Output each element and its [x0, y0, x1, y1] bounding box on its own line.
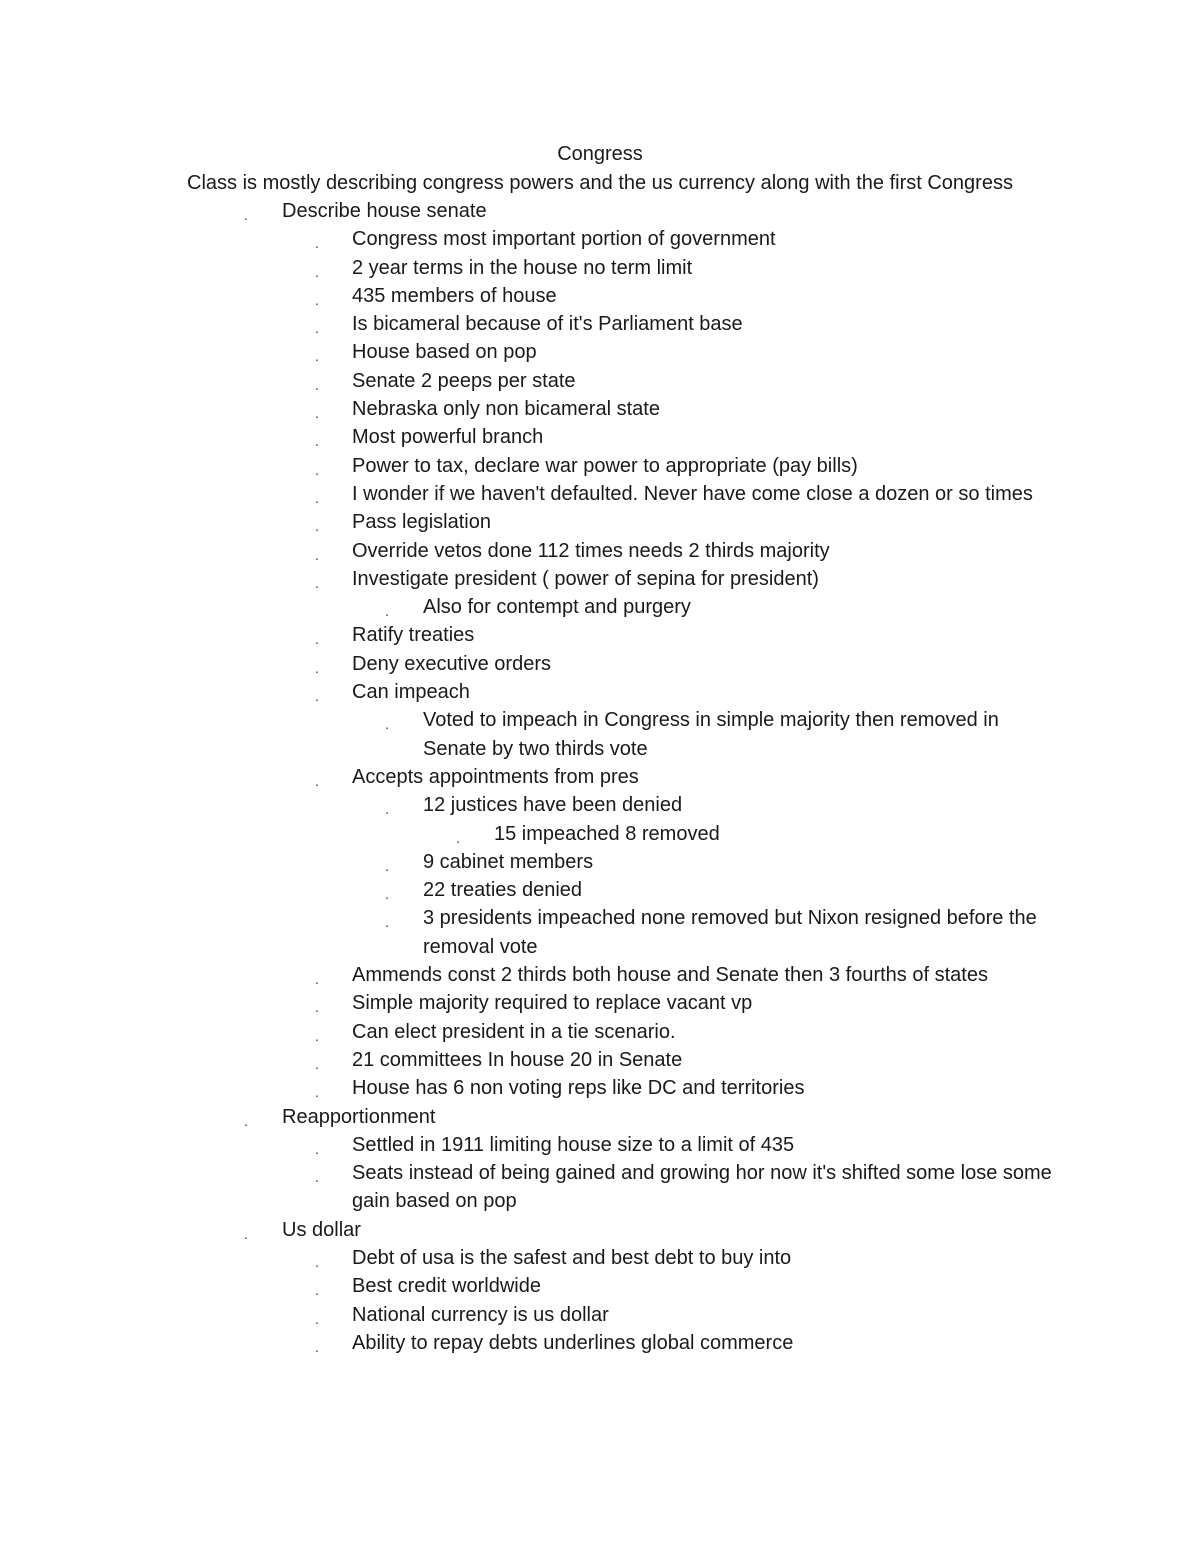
outline-item-level-3	[0, 904, 1200, 961]
outline-item-text: Nebraska only non bicameral state	[352, 398, 660, 421]
bullet-marker: .	[315, 1338, 319, 1355]
bullet-marker: .	[315, 263, 319, 280]
outline-item-text: 3 presidents impeached none removed but Nixon resigned before the removal vote	[423, 907, 1037, 958]
outline-item-text: Simple majority required to replace vacant vp	[352, 992, 753, 1015]
bullet-marker: .	[315, 1282, 319, 1299]
bullet-marker: .	[315, 518, 319, 535]
outline-item-level-3	[0, 593, 1200, 621]
outline-item-level-2	[0, 1159, 1200, 1216]
bullet-marker: .	[315, 405, 319, 422]
outline-item-text: Ability to repay debts underlines global commerce	[352, 1331, 794, 1354]
outline-item-text: National currency is us dollar	[352, 1303, 609, 1326]
outline-item-text: 435 members of house	[352, 284, 557, 307]
outline-item-level-3	[0, 848, 1200, 876]
outline-item-text: House based on pop	[352, 341, 537, 364]
bullet-marker: .	[315, 1027, 319, 1044]
bullet-marker: .	[315, 1310, 319, 1327]
outline-item-level-2	[0, 1131, 1200, 1159]
outline-item-level-2	[0, 678, 1200, 706]
outline-item-level-1	[0, 197, 1200, 225]
bullet-marker: .	[315, 235, 319, 252]
bullet-marker: .	[315, 1140, 319, 1157]
outline-item-level-2	[0, 565, 1200, 593]
outline-item-level-2	[0, 1272, 1200, 1300]
bullet-marker: .	[315, 348, 319, 365]
outline-item-level-3	[0, 791, 1200, 819]
bullet-marker: .	[385, 603, 389, 620]
outline-item-text: Reapportionment	[282, 1105, 436, 1128]
outline-item-level-1	[0, 1103, 1200, 1131]
bullet-marker: .	[315, 688, 319, 705]
outline-item-level-2	[0, 961, 1200, 989]
outline-item-text: 15 impeached 8 removed	[494, 822, 720, 845]
outline-item-text: Seats instead of being gained and growing hor now it's shifted some lose some gain based on pop	[352, 1162, 1052, 1213]
bullet-marker: .	[315, 376, 319, 393]
bullet-marker: .	[315, 659, 319, 676]
outline-item-level-2	[0, 367, 1200, 395]
outline-item-text: Ratify treaties	[352, 624, 475, 647]
outline-item-text: 2 year terms in the house no term limit	[352, 256, 693, 279]
outline-item-text: Ammends const 2 thirds both house and Senate then 3 fourths of states	[352, 964, 988, 987]
outline-item-level-2	[0, 423, 1200, 451]
outline-item-text: 22 treaties denied	[423, 879, 583, 902]
bullet-marker: .	[315, 971, 319, 988]
bullet-marker: .	[244, 1112, 248, 1129]
bullet-marker: .	[315, 1253, 319, 1270]
bullet-marker: .	[315, 489, 319, 506]
outline-item-level-2	[0, 1329, 1200, 1357]
outline-item-text: Deny executive orders	[352, 652, 551, 675]
outline-item-level-2	[0, 537, 1200, 565]
outline-item-level-2	[0, 508, 1200, 536]
outline-item-level-2	[0, 225, 1200, 253]
outline-item-text: Best credit worldwide	[352, 1275, 541, 1298]
outline-item-text: Is bicameral because of it's Parliament base	[352, 313, 743, 336]
bullet-marker: .	[385, 857, 389, 874]
outline-item-level-2	[0, 1074, 1200, 1102]
outline-item-text: 21 committees In house 20 in Senate	[352, 1048, 683, 1071]
bullet-marker: .	[315, 320, 319, 337]
outline-item-level-2	[0, 282, 1200, 310]
outline-item-level-4	[0, 820, 1200, 848]
bullet-marker: .	[315, 772, 319, 789]
outline-item-text: Describe house senate	[282, 200, 487, 222]
outline-item-text: Can elect president in a tie scenario.	[352, 1020, 676, 1043]
page-title: Congress	[557, 143, 643, 165]
bullet-marker: .	[315, 291, 319, 308]
bullet-marker: .	[456, 829, 460, 846]
bullet-marker: .	[315, 1084, 319, 1101]
outline-item-level-2	[0, 480, 1200, 508]
outline-item-text: Settled in 1911 limiting house size to a limit of 435	[352, 1133, 795, 1156]
outline-item-text: Us dollar	[282, 1218, 361, 1241]
outline-item-level-3	[0, 876, 1200, 904]
outline-item-level-2	[0, 1244, 1200, 1272]
outline-item-level-2	[0, 621, 1200, 649]
bullet-marker: .	[315, 461, 319, 478]
outline-item-text: Senate 2 peeps per state	[352, 369, 576, 392]
outline-item-text: I wonder if we haven't defaulted. Never have come close a dozen or so times	[352, 482, 1033, 505]
outline-item-text: Also for contempt and purgery	[423, 596, 691, 619]
outline-item-level-3	[0, 706, 1200, 763]
bullet-marker: .	[315, 433, 319, 450]
bullet-marker: .	[385, 801, 389, 818]
outline-item-text: Pass legislation	[352, 511, 491, 534]
outline-item-text: Most powerful branch	[352, 426, 544, 449]
outline-item-text: Override vetos done 112 times needs 2 thirds majority	[352, 539, 830, 562]
outline-item-level-2	[0, 763, 1200, 791]
outline-item-text: Accepts appointments from pres	[352, 765, 639, 788]
outline-item-text: Debt of usa is the safest and best debt to buy into	[352, 1246, 792, 1269]
bullet-marker: .	[315, 999, 319, 1016]
outline-item-text: Congress most important portion of government	[352, 228, 776, 251]
bullet-marker: .	[315, 1169, 319, 1186]
bullet-marker: .	[385, 716, 389, 733]
outline-item-text: Power to tax, declare war power to appropriate (pay bills)	[352, 454, 858, 477]
bullet-marker: .	[315, 574, 319, 591]
outline-item-level-2	[0, 1301, 1200, 1329]
bullet-marker: .	[315, 631, 319, 648]
outline-item-level-2	[0, 254, 1200, 282]
outline-item-text: Voted to impeach in Congress in simple majority then removed in Senate by two thirds vote	[423, 709, 999, 760]
outline-item-level-2	[0, 310, 1200, 338]
page-subtitle: Class is mostly describing congress powers and the us currency along with the first Congress	[187, 172, 1013, 194]
outline-item-text: House has 6 non voting reps like DC and territories	[352, 1077, 805, 1100]
outline-item-text: 9 cabinet members	[423, 850, 594, 873]
outline-item-level-2	[0, 1018, 1200, 1046]
notes-outline	[0, 197, 1200, 1357]
outline-item-level-2	[0, 395, 1200, 423]
outline-item-level-2	[0, 989, 1200, 1017]
outline-item-text: Can impeach	[352, 681, 470, 704]
outline-item-text: 12 justices have been denied	[423, 794, 683, 817]
bullet-marker: .	[385, 914, 389, 931]
outline-item-text: Investigate president ( power of sepina for president)	[352, 567, 819, 590]
outline-item-level-2	[0, 650, 1200, 678]
outline-item-level-2	[0, 338, 1200, 366]
outline-item-level-2	[0, 1046, 1200, 1074]
outline-item-level-2	[0, 452, 1200, 480]
bullet-marker: .	[244, 1225, 248, 1242]
outline-item-level-1	[0, 1216, 1200, 1244]
bullet-marker: .	[315, 546, 319, 563]
bullet-marker: .	[385, 886, 389, 903]
bullet-marker: .	[244, 207, 248, 223]
bullet-marker: .	[315, 1055, 319, 1072]
